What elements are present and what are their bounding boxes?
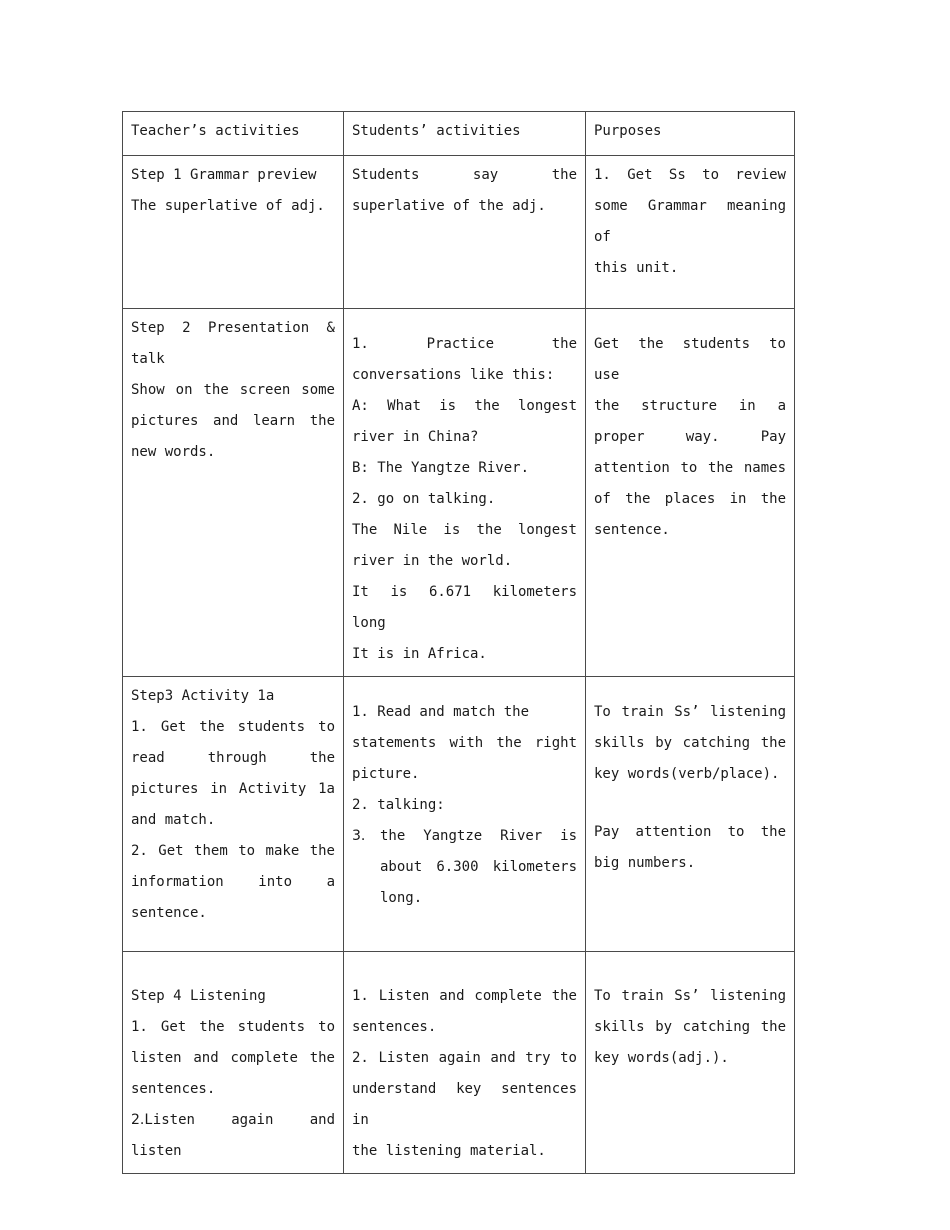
step2-teacher-line: pictures and learn the [131,413,335,429]
step3-teacher-line: information into a [131,874,335,890]
step4-teacher-numbered-item [131,1105,335,1167]
step2-purposes-line: sentence. [594,522,670,538]
step3-purposes-line: Pay attention to the [594,824,786,840]
step4-purposes-line: key words(adj.). [594,1050,729,1066]
step4-purposes-line: To train Ss’ listening [594,988,786,1004]
step3-teacher-line: 2. Get them to make the [131,843,335,859]
step2-teacher-line: new words. [131,444,216,460]
step4-students-cell [344,952,586,1174]
step1-teacher-line: The superlative of adj. [131,198,325,214]
step1-purposes-line: this unit. [594,260,679,276]
step3-students-line: about 6.300 kilometers [380,859,577,875]
step4-students-line: understand key sentences in [352,1081,577,1128]
step3-students-line: long. [380,890,423,906]
step1-purposes-line: some Grammar meaning of [594,198,786,245]
step3-teacher-line: and match. [131,812,216,828]
table-row-step4 [123,952,795,1174]
step2-students-line: It is 6.671 kilometers long [352,584,577,631]
lesson-plan-table [122,111,795,1174]
step4-teacher-line: Step 4 Listening [131,988,266,1004]
step4-teacher-cell [123,952,344,1174]
step2-students-line: B: The Yangtze River. [352,460,530,476]
step2-purposes-line: Get the students to use [594,336,786,383]
step3-students-item-number: 3. [352,828,366,844]
step2-teacher-line: Step 2 Presentation & [131,320,335,336]
step2-students-line: 2. go on talking. [352,491,496,507]
step2-students-line: It is in Africa. [352,646,487,662]
step2-purposes-cell [586,309,795,677]
step1-teacher-cell [123,156,344,309]
step1-teacher-line: Step 1 Grammar preview [131,167,317,183]
table-row-step2 [123,309,795,677]
step1-students-line: superlative of the adj. [352,198,546,214]
step4-purposes-cell [586,952,795,1174]
step1-purposes-line: 1. Get Ss to review [594,167,786,183]
step3-students-cell [344,677,586,952]
header-teacher-label: Teacher’s activities [131,123,300,139]
step3-students-line: 2. talking: [352,797,445,813]
step3-teacher-line: 1. Get the students to [131,719,335,735]
step4-teacher-line: 1. Get the students to [131,1019,335,1035]
header-teacher-activities [123,112,344,156]
header-purposes [586,112,795,156]
table-row-step1 [123,156,795,309]
step3-students-line: the Yangtze River is [380,828,577,844]
step3-teacher-line: Step3 Activity 1a [131,688,275,704]
step2-teacher-line: Show on the screen some [131,382,335,398]
step4-purposes-line: skills by catching the [594,1019,786,1035]
step3-teacher-cell [123,677,344,952]
step2-students-line: conversations like this: [352,367,555,383]
step3-purposes-line: skills by catching the [594,735,786,751]
step1-purposes-cell [586,156,795,309]
step3-teacher-line: read through the [131,750,335,766]
step3-purposes-cell [586,677,795,952]
step2-purposes-line: of the places in the [594,491,786,507]
step3-students-line: picture. [352,766,420,782]
step2-purposes-line: the structure in a [594,398,786,414]
step2-purposes-line: proper way. Pay [594,429,786,445]
step4-teacher-line: listen and complete the [131,1050,335,1066]
step3-purposes-line: big numbers. [594,855,696,871]
step2-teacher-line: talk [131,351,165,367]
step2-students-line: river in China? [352,429,479,445]
step4-students-line: 2. Listen again and try to [352,1050,577,1066]
step4-students-line: 1. Listen and complete the [352,988,577,1004]
step4-students-line: the listening material. [352,1143,546,1159]
table-header-row [123,112,795,156]
header-students-activities [344,112,586,156]
step2-students-line: The Nile is the longest [352,522,577,538]
step3-teacher-line: sentence. [131,905,207,921]
step2-students-line: river in the world. [352,553,513,569]
step1-students-line: Students say the [352,167,577,183]
step3-students-numbered-item [352,821,577,852]
step2-teacher-cell [123,309,344,677]
step4-teacher-line: sentences. [131,1081,216,1097]
table-row-step3 [123,677,795,952]
step3-students-line: 1. Read and match the [352,704,530,720]
step1-students-cell [344,156,586,309]
step2-students-line: 1. Practice the [352,336,577,352]
step2-students-cell [344,309,586,677]
header-purposes-label: Purposes [594,123,662,139]
step2-purposes-line: attention to the names [594,460,786,476]
step3-students-line: statements with the right [352,735,577,751]
step4-teacher-line: Listen again and listen [131,1112,335,1159]
header-students-label: Students’ activities [352,123,521,139]
step3-purposes-line: To train Ss’ listening [594,704,786,720]
step2-students-line: A: What is the longest [352,398,577,414]
step3-teacher-line: pictures in Activity 1a [131,781,335,797]
step3-purposes-line: key words(verb/place). [594,766,780,782]
step4-teacher-item-number: 2. [131,1112,145,1128]
step4-students-line: sentences. [352,1019,437,1035]
